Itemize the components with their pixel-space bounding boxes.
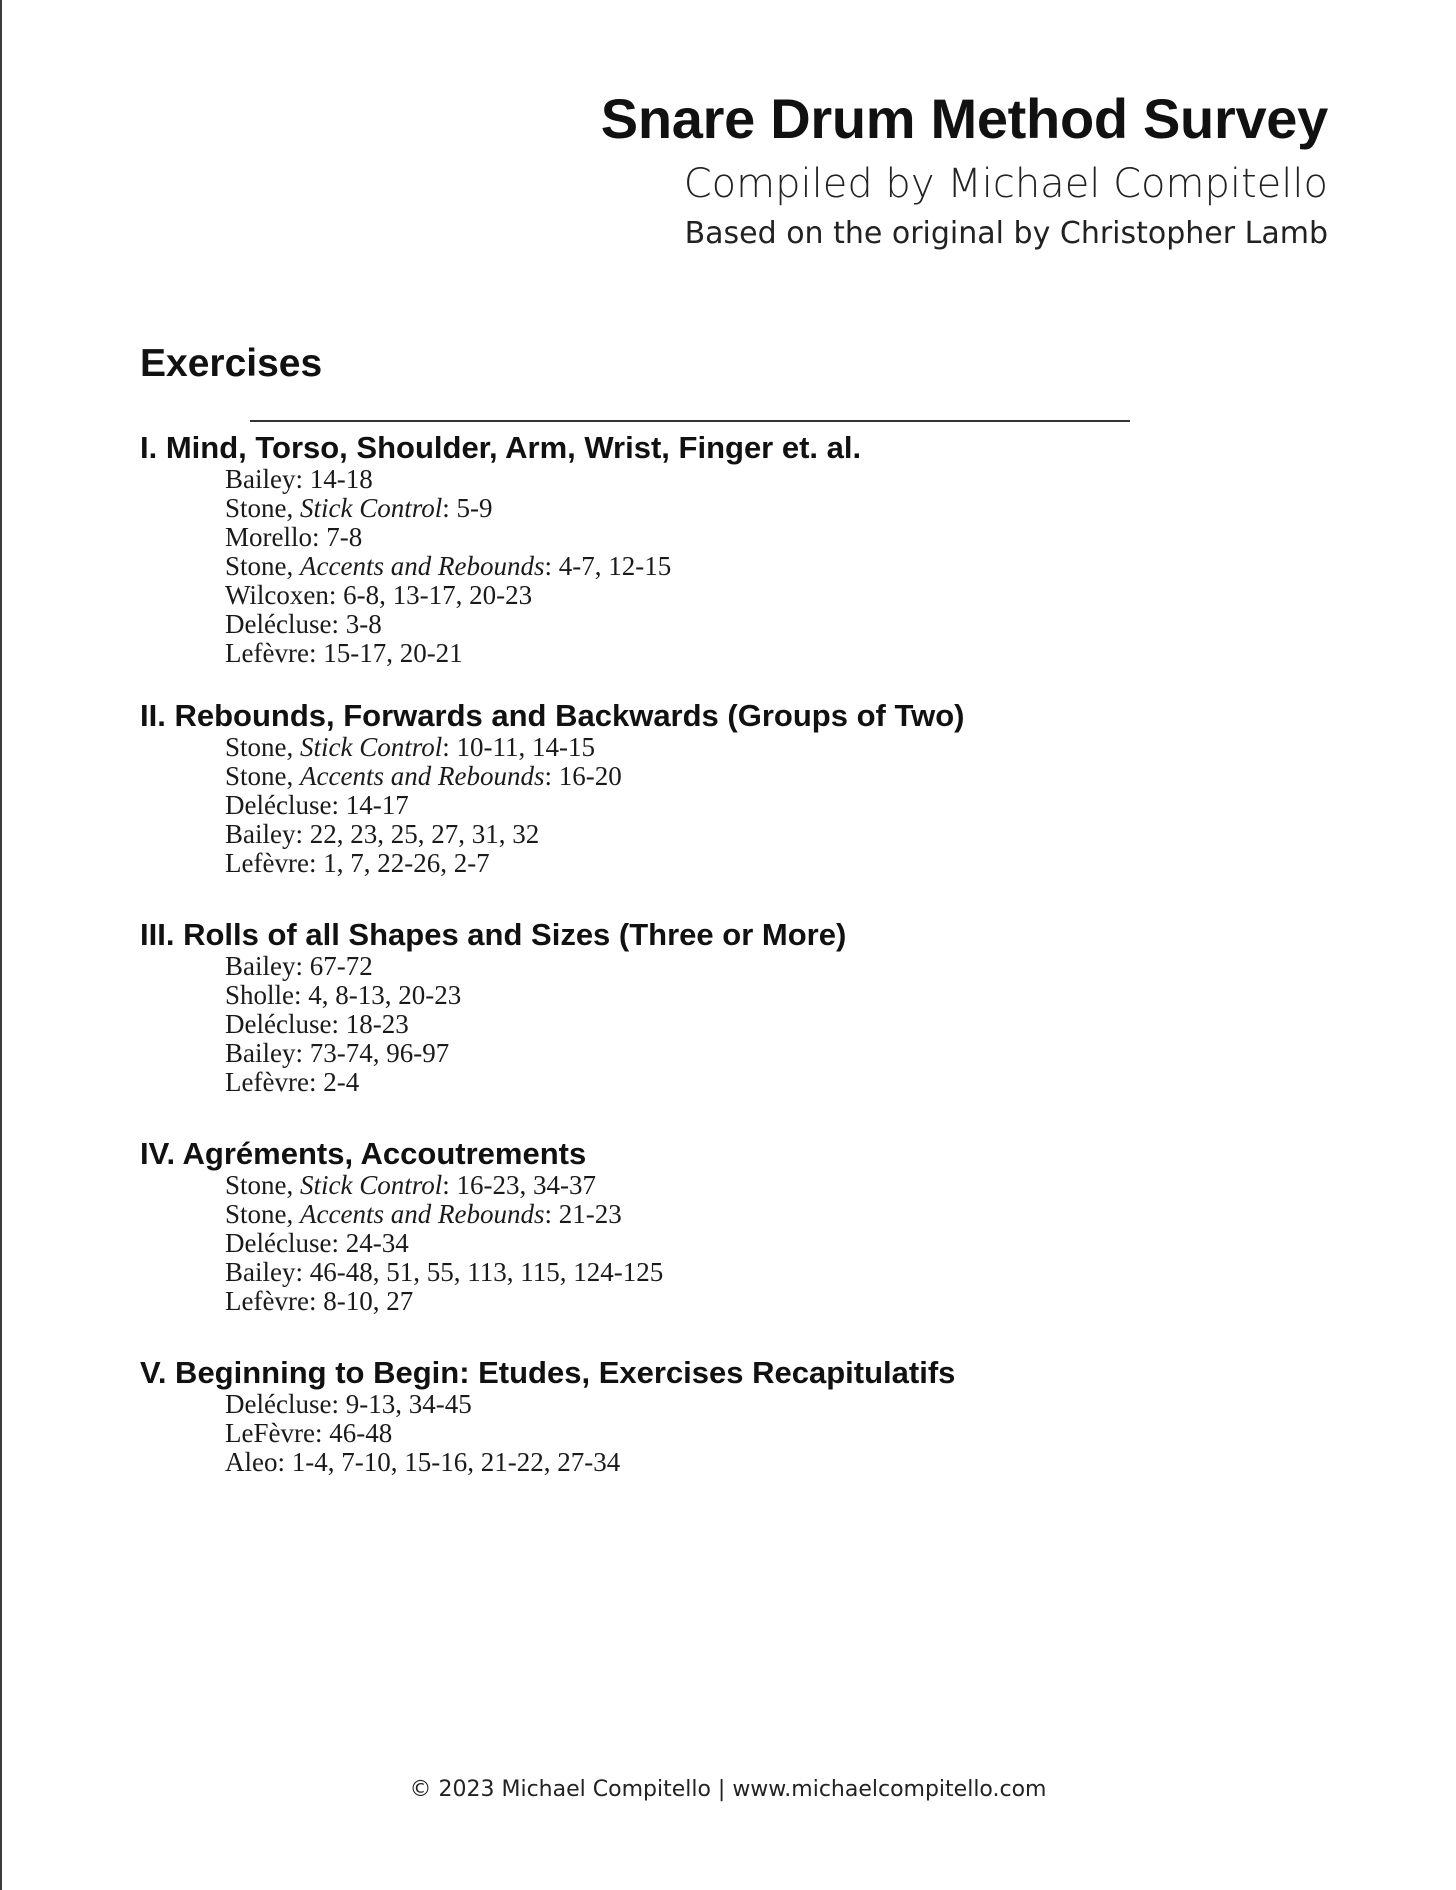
entry-item: Aleo: 1-4, 7-10, 15-16, 21-22, 27-34 [225,1447,621,1477]
entry-item: Delécluse: 14-17 [225,790,409,820]
entry-item: Bailey: 46-48, 51, 55, 113, 115, 124-125 [225,1257,664,1287]
entry-item: Delécluse: 3-8 [225,609,382,639]
entry-pages: 46-48, 51, 55, 113, 115, 124-125 [309,1257,664,1287]
entry-list [140,733,964,878]
group-heading: IV. Agréments, Accoutrements [140,1136,587,1171]
group-4-agrements [140,1137,663,1316]
entry-pages: 7-8 [326,522,363,552]
entry-pages: 1-4, 7-10, 15-16, 21-22, 27-34 [291,1447,621,1477]
entry-item: Stone, Stick Control: 5-9 [225,493,493,523]
based-on: Based on the original by Christopher Lamb [684,216,1328,251]
entry-book-title: Stick Control [300,493,443,523]
entry-author: Lefèvre [225,638,309,668]
entry-author: Lefèvre [225,1067,309,1097]
entry-pages: 22, 23, 25, 27, 31, 32 [309,819,540,849]
copyright-footer: © 2023 Michael Compitello | www.michaelcompitello.com [409,1777,1047,1802]
entry-author: Lefèvre [225,848,309,878]
entry-item: LeFèvre: 46-48 [225,1418,393,1448]
entry-author: Stone [225,732,287,762]
entry-author: Delécluse [225,1009,332,1039]
entry-author: LeFèvre [225,1418,315,1448]
group-5-beginning [140,1356,955,1477]
entry-item: Delécluse: 18-23 [225,1009,409,1039]
entry-list [140,952,846,1097]
entry-author: Delécluse [225,1228,332,1258]
entry-author: Bailey [225,819,296,849]
entry-pages: 4-7, 12-15 [558,551,672,581]
entry-item: Sholle: 4, 8-13, 20-23 [225,980,462,1010]
document-header [601,86,1328,256]
entry-pages: 16-20 [558,761,622,791]
entry-pages: 1, 7, 22-26, 2-7 [323,848,490,878]
entry-author: Stone [225,551,287,581]
entry-item: Delécluse: 9-13, 34-45 [225,1389,472,1419]
entry-item: Stone, Stick Control: 16-23, 34-37 [225,1170,597,1200]
entry-author: Wilcoxen [225,580,329,610]
group-1-mind-torso [140,431,861,668]
section-heading-exercises: Exercises [140,342,323,385]
entry-pages: 9-13, 34-45 [345,1389,472,1419]
entry-pages: 24-34 [345,1228,409,1258]
entry-author: Bailey [225,951,296,981]
entry-item: Morello: 7-8 [225,522,363,552]
entry-author: Morello [225,522,312,552]
group-3-rolls [140,918,846,1097]
entry-author: Bailey [225,1038,296,1068]
entry-list [140,1390,955,1477]
section-divider [250,420,1130,422]
compiled-by: Compiled by Michael Compitello [683,161,1328,207]
entry-item: Bailey: 22, 23, 25, 27, 31, 32 [225,819,540,849]
entry-item: Delécluse: 24-34 [225,1228,409,1258]
entry-item: Stone, Accents and Rebounds: 4-7, 12-15 [225,551,672,581]
entry-book-title: Accents and Rebounds [300,551,545,581]
entry-pages: 5-9 [456,493,493,523]
group-heading: II. Rebounds, Forwards and Backwards (Groups of Two) [140,698,965,733]
entry-book-title: Stick Control [300,1170,443,1200]
group-heading: V. Beginning to Begin: Etudes, Exercises Recapitulatifs [140,1355,956,1390]
entry-pages: 10-11, 14-15 [456,732,596,762]
page-left-edge [0,0,2,1890]
entry-pages: 2-4 [323,1067,360,1097]
entry-pages: 46-48 [329,1418,393,1448]
entry-item: Wilcoxen: 6-8, 13-17, 20-23 [225,580,533,610]
entry-item: Lefèvre: 1, 7, 22-26, 2-7 [225,848,490,878]
entry-item: Bailey: 73-74, 96-97 [225,1038,450,1068]
entry-author: Bailey [225,1257,296,1287]
entry-book-title: Accents and Rebounds [300,761,545,791]
entry-pages: 73-74, 96-97 [309,1038,450,1068]
entry-pages: 15-17, 20-21 [323,638,463,668]
entry-pages: 14-17 [345,790,409,820]
entry-author: Aleo [225,1447,278,1477]
entry-author: Lefèvre [225,1286,309,1316]
entry-pages: 4, 8-13, 20-23 [308,980,462,1010]
entry-pages: 67-72 [309,951,373,981]
entry-author: Stone [225,493,287,523]
entry-item: Stone, Stick Control: 10-11, 14-15 [225,732,596,762]
entry-list [140,465,861,668]
entry-author: Bailey [225,464,296,494]
entry-author: Delécluse [225,609,332,639]
entry-author: Sholle [225,980,295,1010]
entry-pages: 16-23, 34-37 [456,1170,597,1200]
entry-pages: 3-8 [345,609,382,639]
entry-pages: 6-8, 13-17, 20-23 [343,580,533,610]
entry-item: Bailey: 67-72 [225,951,373,981]
entry-author: Delécluse [225,790,332,820]
entry-author: Delécluse [225,1389,332,1419]
entry-pages: 14-18 [309,464,373,494]
entry-item: Stone, Accents and Rebounds: 21-23 [225,1199,622,1229]
entry-pages: 18-23 [345,1009,409,1039]
entry-book-title: Accents and Rebounds [300,1199,545,1229]
entry-author: Stone [225,1170,287,1200]
entry-list [140,1171,663,1316]
entry-pages: 8-10, 27 [323,1286,414,1316]
entry-item: Lefèvre: 15-17, 20-21 [225,638,463,668]
entry-item: Bailey: 14-18 [225,464,373,494]
entry-item: Stone, Accents and Rebounds: 16-20 [225,761,622,791]
group-heading: I. Mind, Torso, Shoulder, Arm, Wrist, Finger et. al. [140,430,862,465]
document-title: Snare Drum Method Survey [600,87,1328,150]
entry-author: Stone [225,761,287,791]
entry-author: Stone [225,1199,287,1229]
group-2-rebounds [140,699,964,878]
group-heading: III. Rolls of all Shapes and Sizes (Three or More) [140,917,847,952]
entry-book-title: Stick Control [300,732,443,762]
entry-pages: 21-23 [558,1199,622,1229]
entry-item: Lefèvre: 8-10, 27 [225,1286,414,1316]
entry-item: Lefèvre: 2-4 [225,1067,360,1097]
